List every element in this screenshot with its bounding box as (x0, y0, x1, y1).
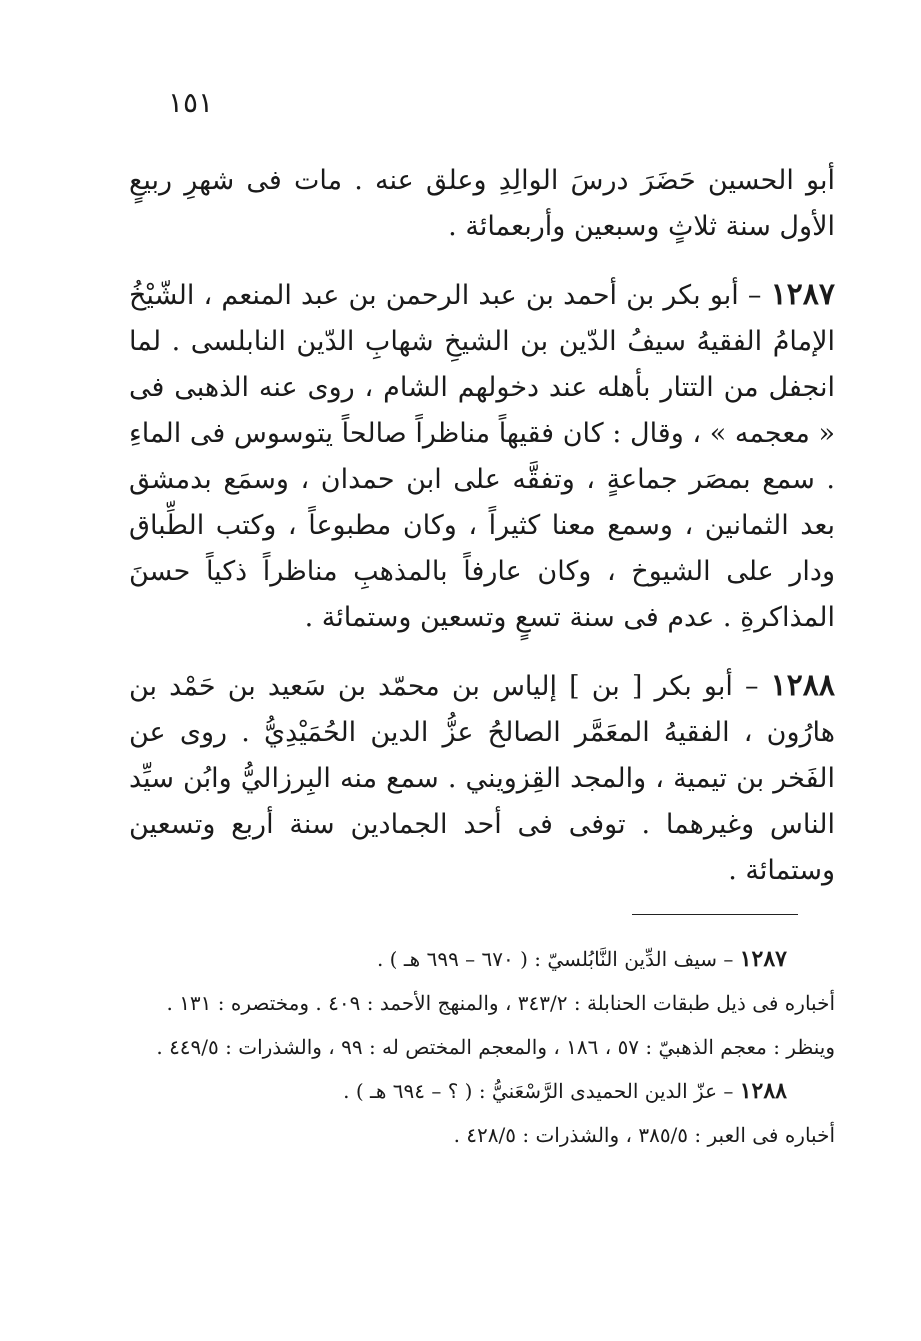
entry-number: ١٢٨٨ (770, 668, 835, 703)
footnote-head-1287 (129, 944, 835, 974)
footnotes-section (129, 944, 835, 1164)
footnote-head-text: عزّ الدين الحميدى الرَّسْعَنيُّ : ( ؟ – ٦٩٤ هـ ) . (343, 1079, 718, 1103)
footnote-number: ١٢٨٧ (739, 946, 787, 972)
footnote-number: ١٢٨٨ (739, 1078, 787, 1104)
entry-dash: – (738, 280, 771, 311)
entry-paragraph-1288 (129, 663, 835, 894)
intro-paragraph: أبو الحسين حَضَرَ درسَ الوالِدِ وعلق عنه . مات فى شهرِ ربيعٍ الأول سنة ثلاثٍ وسبعين وأربعمائة . (129, 165, 835, 242)
entry-paragraph-1287 (129, 272, 835, 641)
footnote-line: وينظر : معجم الذهبيّ : ٥٧ ، ١٨٦ ، والمعجم المختص له : ٩٩ ، والشذرات : ٤٤٩/٥ . (156, 1035, 835, 1059)
page-number: ١٥١ (168, 86, 214, 119)
footnote-line: أخباره فى ذيل طبقات الحنابلة : ٣٤٣/٢ ، والمنهج الأحمد : ٤٠٩ . ومختصره : ١٣١ . (166, 991, 835, 1015)
footnote-divider (632, 914, 798, 915)
entry-text: أبو بكر بن أحمد بن عبد الرحمن بن عبد المنعم ، الشّيْخُ الإمامُ الفقيهُ سيفُ الدّين بن الشيخِ شهابِ الدّين النابلسى . لما انجفل من التتار بأهله عند دخولهم الشام ، روى عنه الذهبى فى « معجمه » ، وقال : كان فقيهاً مناظراً صالحاً يتوسوس فى الماءِ . سمع بمصَر جماعةٍ ، وتفقَّه على ابن حمدان ، وسمَع بدمشق بعد الثمانين ، وسمع معنا كثيراً ، وكان مطبوعاً ، وكتب الطِّباق ودار على الشيوخ ، وكان عارفاً بالمذهبِ مناظراً ذكياً حسنَ المذاكرةِ . عدم فى سنة تسعٍ وتسعين وستمائة . (129, 280, 835, 633)
entry-text: أبو بكر [ بن ] إلياس بن محمّد بن سَعيد بن حَمْد بن هارُون ، الفقيهُ المعَمَّر الصالحُ عزُّ الدين الحُمَيْدِيُّ . روى عن الفَخر بن تيمية ، والمجد القِزويني . سمع منه البِرزاليُّ وابُن سيِّد الناس وغيرهما . توفى فى أحد الجمادين سنة أربع وتسعين وستمائة . (129, 671, 835, 886)
footnote-head-text: سيف الدِّين النَّابُلسيّ : ( ٦٧٠ – ٦٩٩ هـ ) . (376, 947, 718, 971)
footnote-line: أخباره فى العبر : ٣٨٥/٥ ، والشذرات : ٤٢٨/٥ . (453, 1123, 835, 1147)
main-text (129, 158, 835, 916)
entry-number: ١٢٨٧ (770, 277, 836, 312)
footnote-dash: – (717, 1079, 740, 1103)
entry-dash: – (732, 671, 771, 702)
footnote-head-1288 (129, 1076, 835, 1106)
footnote-dash: – (717, 947, 740, 971)
